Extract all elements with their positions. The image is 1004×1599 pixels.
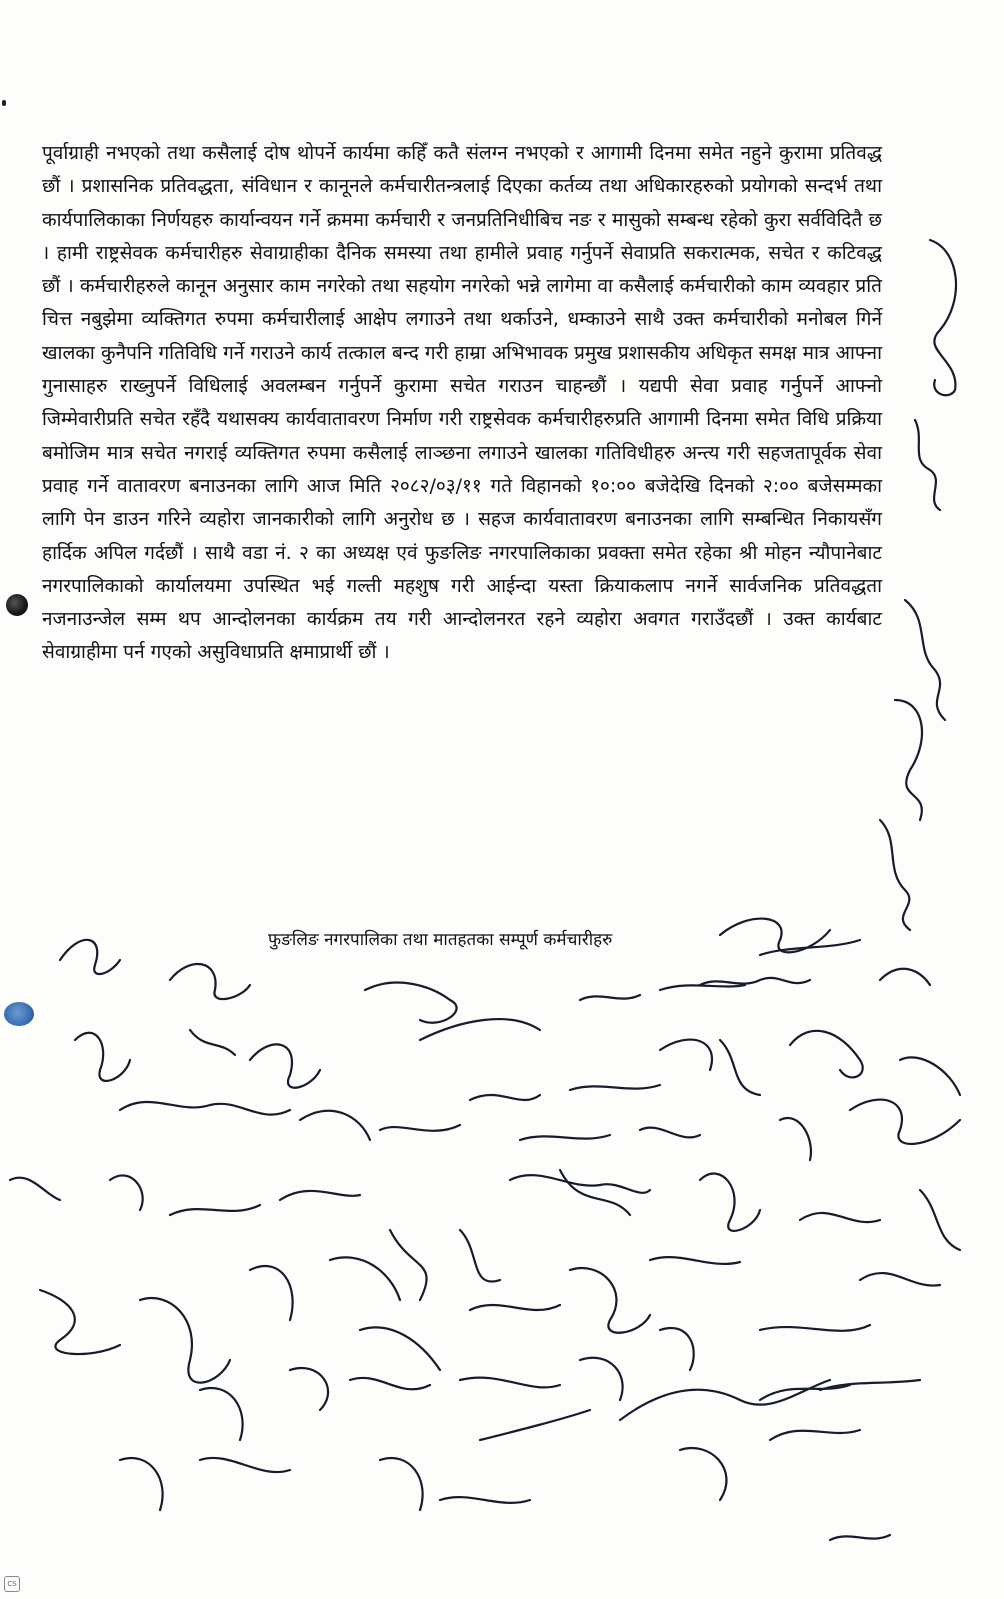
- letter-paragraph: पूर्वाग्राही नभएको तथा कसैलाई दोष थोपर्ने कार्यमा कहिँ कतै संलग्न नभएको र आगामी दिनमा समेत नहुने कुरामा प्रतिवद्ध छौं । प्रशासनिक प्रतिवद्धता, संविधान र कानूनले कर्मचारीतन्त्रलाई दिएका कर्तव्य तथा अधिकारहरुको प्रयोगको सन्दर्भ तथा कार्यपालिकाका निर्णयहरु कार्यान्वयन गर्ने क्रममा कर्मचारी र जनप्रतिनिधीबिच नङ र मासुको सम्बन्ध रहेको कुरा सर्वविदितै छ । हामी राष्ट्रसेवक कर्मचारीहरु सेवाग्राहीका दैनिक समस्या तथा हामीले प्रवाह गर्नुपर्ने सेवाप्रति सकरात्मक, सचेत र कटिवद्ध छौं । कर्मचारीहरुले कानून अनुसार काम नगरेको तथा सहयोग नगरेको भन्ने लागेमा वा कसैलाई कर्मचारीको काम व्यवहार प्रति चित्त नबुझेमा व्यक्तिगत रुपमा कर्मचारीलाई आक्षेप लगाउने तथा थर्काउने, धम्काउने साथै उक्त कर्मचारीको मनोबल गिर्ने खालका कुनैपनि गतिविधि गर्ने गराउने कार्य तत्काल बन्द गरी हाम्रा अभिभावक प्रमुख प्रशासकीय अधिकृत समक्ष मात्र आफ्ना गुनासाहरु राख्नुपर्ने विधिलाई अवलम्बन गर्नुपर्ने कुरामा सचेत गराउन चाहन्छौं । यद्यपी सेवा प्रवाह गर्नुपर्ने आफ्नो जिम्मेवारीप्रति सचेत रहँदै यथासक्य कार्यवातावरण निर्माण गरी राष्ट्रसेवक कर्मचारीहरुप्रति आगामी दिनमा समेत विधि प्रक्रिया बमोजिम मात्र सचेत नगराई व्यक्तिगत रुपमा कसैलाई लाञ्छना लगाउने खालका गतिविधीहरु अन्त्य गरी सहजतापूर्वक सेवा प्रवाह गर्ने वातावरण बनाउनका लागि आज मिति २०८२/०३/११ गते विहानको १०:०० बजेदेखि दिनको २:०० बजेसम्मका लागि पेन डाउन गरिने व्यहोरा जानकारीको लागि अनुरोध छ । सहज कार्यवातावरण बनाउनका लागि सम्बन्धित निकायसँग हार्दिक अपिल गर्दछौं । साथै वडा नं. २ का अध्यक्ष एवं फुङलिङ नगरपालिकाका प्रवक्ता समेत रहेका श्री मोहन न्यौपानेबाट नगरपालिकाको कार्यालयमा उपस्थित भई गल्ती महशुष गरी आईन्दा यस्ता क्रियाकलाप नगर्ने सार्वजनिक प्रतिवद्धता नजनाउन्जेल सम्म थप आन्दोलनका कार्यक्रम तय गरी आन्दोलनरत रहने व्यहोरा अवगत गराउँदछौं । उक्त कार्यबाट सेवाग्राहीमा पर्न गएको असुविधाप्रति क्षमाप्रार्थी छौं ।: [42, 142, 882, 664]
- scanner-watermark: [4, 1576, 20, 1592]
- camscanner-icon: CS: [4, 1576, 20, 1592]
- signatory-line: फुङलिङ नगरपालिका तथा मातहतका सम्पूर्ण कर्मचारीहरु: [268, 930, 613, 950]
